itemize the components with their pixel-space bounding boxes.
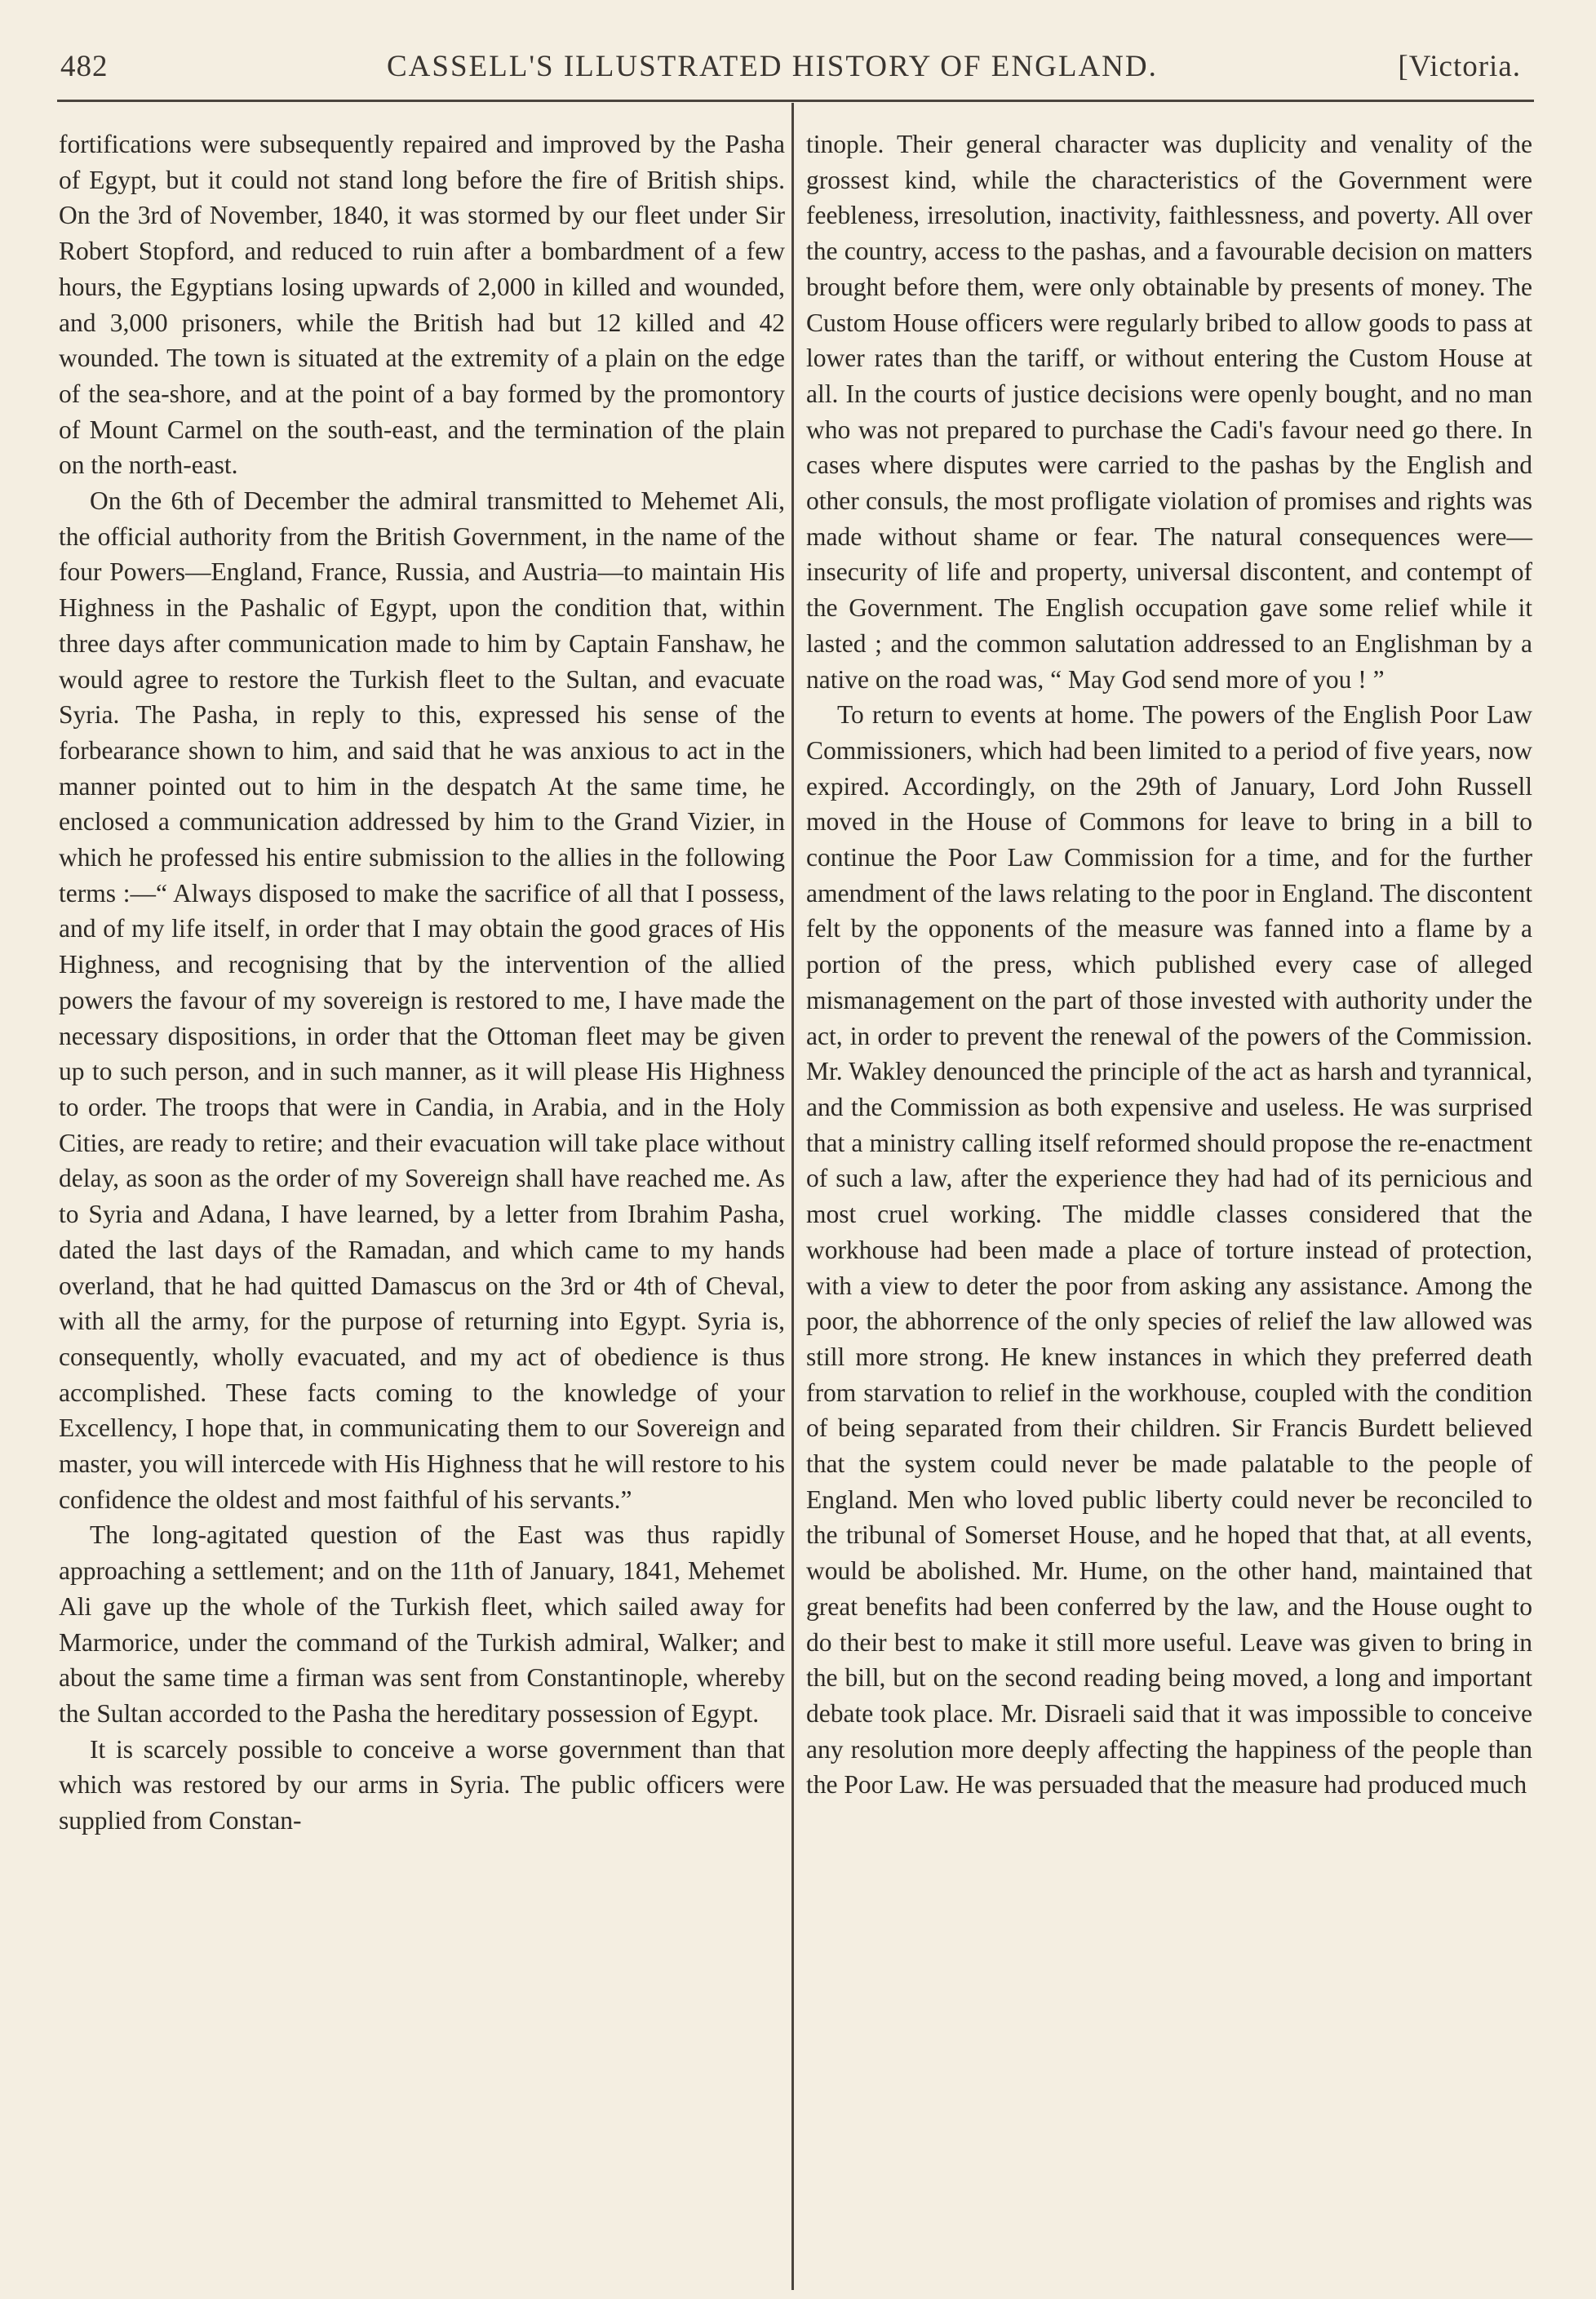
paragraph: To return to events at home. The powers of the English Poor Law Commissioners, which had been limited to a period of five years, now expired. Accordingly, on the 29th of January, Lord John Russell moved in the House of Commons for leave to bring in a bill to continue the Poor Law Commission for a time, and for the further amendment of the laws relating to the poor in England. The discontent felt by the opponents of the measure was fanned into a flame by a portion of the press, which published every case of alleged mismanagement on the part of those invested with authority under the act, in order to prevent the renewal of the powers of the Commission. Mr. Wakley denounced the principle of the act as harsh and tyrannical, and the Commission as both expensive and useless. He was surprised that a ministry calling itself reformed should propose the re-enactment of such a law, after the experience they had had of its pernicious and most cruel working. The middle classes considered that the workhouse had been made a place of torture instead of protection, with a view to deter the poor from asking any assistance. Among the poor, the abhorrence of the only species of relief the law allowed was still more strong. He knew instances in which they preferred death from starvation to relief in the workhouse, coupled with the condition of being separated from their children. Sir Francis Burdett believed that the system could never be made palatable to the people of England. Men who loved public liberty could never be reconciled to the tribunal of Somerset House, and he hoped that that, at all events, would be abolished. Mr. Hume, on the other hand, maintained that great benefits had been conferred by the law, and the House ought to do their best to make it still more useful. Leave was given to bring in the bill, but on the second reading being moved, a long and important debate took place. Mr. Disraeli said that it was impossible to conceive any resolution more deeply affecting the happiness of the people than the Poor Law. He was persuaded that the measure had produced much [806,700,1532,1800]
left-column [59,126,785,1839]
paragraph: It is scarcely possible to conceive a worse government than that which was restored by our arms in Syria. The public officers were supplied from Constan- [59,1734,785,1835]
right-column [806,126,1532,1803]
paragraph: On the 6th of December the admiral transmitted to Mehemet Ali, the official authority from the British Government, in the name of the four Powers—England, France, Russia, and Austria—to maintain His Highness in the Pashalic of Egypt, upon the condition that, within three days after communication made to him by Captain Fanshaw, he would agree to restore the Turkish fleet to the Sultan, and evacuate Syria. The Pasha, in reply to this, expressed his sense of the forbearance shown to him, and said that he was anxious to act in the manner pointed out to him in the despatch At the same time, he enclosed a communication addressed by him to the Grand Vizier, in which he professed his entire submission to the allies in the following terms :—“ Always disposed to make the sacrifice of all that I possess, and of my life itself, in order that I may obtain the good graces of His Highness, and recognising that by the intervention of the allied powers the favour of my sovereign is restored to me, I have made the necessary dispositions, in order that the Ottoman fleet may be given up to such person, and in such manner, as it will please His Highness to order. The troops that were in Candia, in Arabia, and in the Holy Cities, are ready to retire; and their evacuation will take place without delay, as soon as the order of my Sovereign shall have reached me. As to Syria and Adana, I have learned, by a letter from Ibrahim Pasha, dated the last days of the Ramadan, and which came to my hands overland, that he had quitted Damascus on the 3rd or 4th of Cheval, with all the army, for the purpose of returning into Egypt. Syria is, consequently, wholly evacuated, and my act of obedience is thus accomplished. These facts coming to the knowledge of your Excellency, I hope that, in communicating them to our Sovereign and master, you will intercede with His Highness that he will restore to his confidence the oldest and most faithful of his servants.” [59,486,785,1514]
section-label: [Victoria. [1398,50,1521,83]
column-divider [791,103,794,2290]
page-number: 482 [60,50,109,83]
paragraph: fortifications were subsequently repaired and improved by the Pasha of Egypt, but it could not stand long before the fire of British ships. On the 3rd of November, 1840, it was stormed by our fleet under Sir Robert Stopford, and reduced to ruin after a bombardment of a few hours, the Egyptians losing upwards of 2,000 in killed and wounded, and 3,000 prisoners, while the British had but 12 killed and 42 wounded. The town is situated at the extremity of a plain on the edge of the sea-shore, and at the point of a bay formed by the promontory of Mount Carmel on the south-east, and the termination of the plain on the north-east. [59,130,785,480]
running-header [60,49,1521,95]
header-rule [57,100,1534,102]
paragraph: tinople. Their general character was duplicity and venality of the grossest kind, while the characteristics of the Government were feebleness, irresolution, inactivity, faithlessness, and poverty. All over the country, access to the pashas, and a favourable decision on matters brought before them, were only obtainable by presents of money. The Custom House officers were regularly bribed to allow goods to pass at lower rates than the tariff, or without entering the Custom House at all. In the courts of justice decisions were openly bought, and no man who was not prepared to purchase the Cadi's favour need go there. In cases where disputes were carried to the pashas by the English and other consuls, the most profligate violation of promises and rights was made without shame or fear. The natural consequences were—insecurity of life and property, universal discontent, and contempt of the Government. The English occupation gave some relief while it lasted ; and the common salutation addressed to an Englishman by a native on the road was, “ May God send more of you ! ” [806,130,1532,694]
running-title: CASSELL'S ILLUSTRATED HISTORY OF ENGLAND. [387,50,1158,83]
paragraph: The long-agitated question of the East was thus rapidly approaching a settlement; and on the 11th of January, 1841, Mehemet Ali gave up the whole of the Turkish fleet, which sailed away for Marmorice, under the command of the Turkish admiral, Walker; and about the same time a firman was sent from Constantinople, whereby the Sultan accorded to the Pasha the hereditary possession of Egypt. [59,1520,785,1728]
